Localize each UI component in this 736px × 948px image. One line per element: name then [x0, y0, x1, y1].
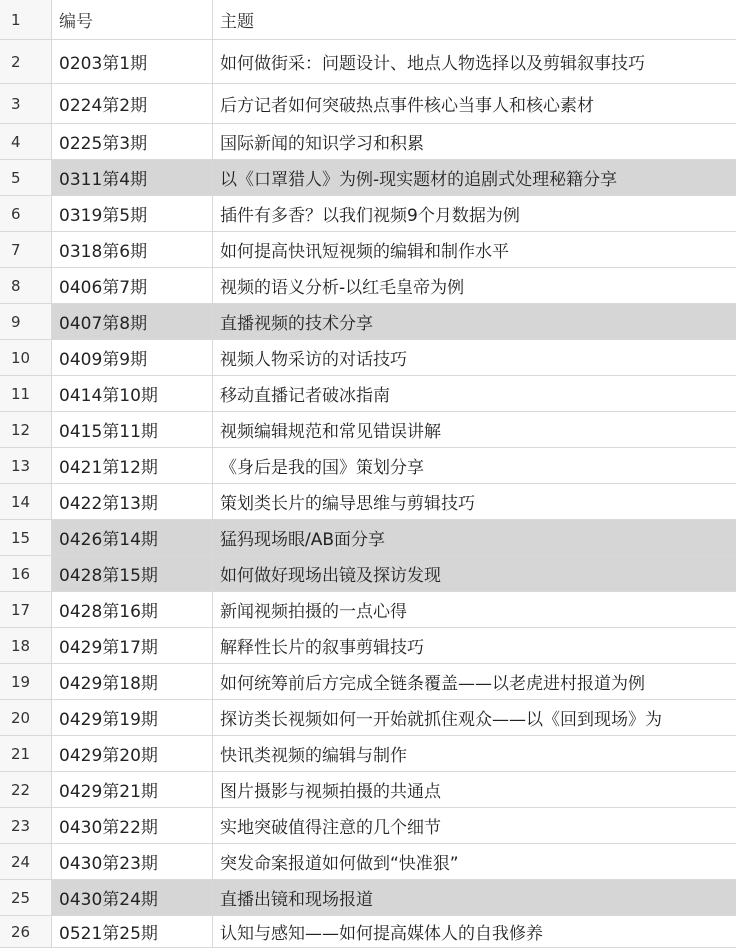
cell-topic[interactable]: 《身后是我的国》策划分享 — [213, 448, 736, 484]
row-number[interactable]: 13 — [0, 448, 52, 484]
cell-id[interactable]: 0428第15期 — [52, 556, 213, 592]
cell-topic[interactable]: 猛犸现场眼/AB面分享 — [213, 520, 736, 556]
cell-id[interactable]: 0429第17期 — [52, 628, 213, 664]
cell-topic[interactable]: 视频人物采访的对话技巧 — [213, 340, 736, 376]
table-row — [0, 628, 736, 664]
table-row — [0, 412, 736, 448]
row-number[interactable]: 1 — [0, 0, 52, 40]
table-row — [0, 40, 736, 84]
cell-topic[interactable]: 移动直播记者破冰指南 — [213, 376, 736, 412]
row-number[interactable]: 5 — [0, 160, 52, 196]
table-row — [0, 84, 736, 124]
cell-id[interactable]: 0521第25期 — [52, 916, 213, 948]
table-row — [0, 520, 736, 556]
cell-id[interactable]: 0414第10期 — [52, 376, 213, 412]
table-row — [0, 916, 736, 948]
cell-id[interactable]: 0409第9期 — [52, 340, 213, 376]
table-row — [0, 664, 736, 700]
table-row — [0, 772, 736, 808]
table-row — [0, 160, 736, 196]
row-number[interactable]: 10 — [0, 340, 52, 376]
cell-id[interactable]: 0430第24期 — [52, 880, 213, 916]
cell-topic[interactable]: 新闻视频拍摄的一点心得 — [213, 592, 736, 628]
row-number[interactable]: 11 — [0, 376, 52, 412]
table-row — [0, 736, 736, 772]
row-number[interactable]: 15 — [0, 520, 52, 556]
cell-id[interactable]: 0429第18期 — [52, 664, 213, 700]
header-row — [0, 0, 736, 40]
cell-id[interactable]: 0225第3期 — [52, 124, 213, 160]
cell-id[interactable]: 0426第14期 — [52, 520, 213, 556]
cell-topic[interactable]: 后方记者如何突破热点事件核心当事人和核心素材 — [213, 84, 736, 124]
table-row — [0, 448, 736, 484]
row-number[interactable]: 26 — [0, 916, 52, 948]
cell-id[interactable]: 0422第13期 — [52, 484, 213, 520]
table-row — [0, 304, 736, 340]
cell-topic[interactable]: 直播出镜和现场报道 — [213, 880, 736, 916]
cell-topic[interactable]: 如何做街采：问题设计、地点人物选择以及剪辑叙事技巧 — [213, 40, 736, 84]
cell-topic[interactable]: 突发命案报道如何做到“快准狠” — [213, 844, 736, 880]
cell-id[interactable]: 0224第2期 — [52, 84, 213, 124]
row-number[interactable]: 9 — [0, 304, 52, 340]
cell-topic[interactable]: 实地突破值得注意的几个细节 — [213, 808, 736, 844]
table-row — [0, 880, 736, 916]
row-number[interactable]: 25 — [0, 880, 52, 916]
row-number[interactable]: 19 — [0, 664, 52, 700]
table-row — [0, 700, 736, 736]
cell-id[interactable]: 0421第12期 — [52, 448, 213, 484]
cell-id[interactable]: 0415第11期 — [52, 412, 213, 448]
row-number[interactable]: 6 — [0, 196, 52, 232]
row-number[interactable]: 20 — [0, 700, 52, 736]
cell-topic[interactable]: 快讯类视频的编辑与制作 — [213, 736, 736, 772]
row-number[interactable]: 18 — [0, 628, 52, 664]
cell-topic[interactable]: 视频的语义分析-以红毛皇帝为例 — [213, 268, 736, 304]
row-number[interactable]: 4 — [0, 124, 52, 160]
cell-id[interactable]: 0429第20期 — [52, 736, 213, 772]
row-number[interactable]: 12 — [0, 412, 52, 448]
row-number[interactable]: 24 — [0, 844, 52, 880]
table-row — [0, 484, 736, 520]
row-number[interactable]: 8 — [0, 268, 52, 304]
table-row — [0, 844, 736, 880]
cell-id[interactable]: 0407第8期 — [52, 304, 213, 340]
row-number[interactable]: 14 — [0, 484, 52, 520]
cell-topic[interactable]: 如何提高快讯短视频的编辑和制作水平 — [213, 232, 736, 268]
cell-topic[interactable]: 认知与感知——如何提高媒体人的自我修养 — [213, 916, 736, 948]
row-number[interactable]: 23 — [0, 808, 52, 844]
cell-topic[interactable]: 解释性长片的叙事剪辑技巧 — [213, 628, 736, 664]
cell-topic[interactable]: 如何做好现场出镜及探访发现 — [213, 556, 736, 592]
cell-topic[interactable]: 如何统筹前后方完成全链条覆盖——以老虎进村报道为例 — [213, 664, 736, 700]
cell-topic[interactable]: 策划类长片的编导思维与剪辑技巧 — [213, 484, 736, 520]
cell-id[interactable]: 0203第1期 — [52, 40, 213, 84]
cell-topic[interactable]: 图片摄影与视频拍摄的共通点 — [213, 772, 736, 808]
cell-topic[interactable]: 直播视频的技术分享 — [213, 304, 736, 340]
cell-id[interactable]: 0406第7期 — [52, 268, 213, 304]
table-row — [0, 232, 736, 268]
cell-id[interactable]: 0429第19期 — [52, 700, 213, 736]
cell-id[interactable]: 0311第4期 — [52, 160, 213, 196]
header-cell-id[interactable]: 编号 — [52, 0, 213, 40]
table-row — [0, 340, 736, 376]
table-row — [0, 556, 736, 592]
cell-id[interactable]: 0430第22期 — [52, 808, 213, 844]
cell-id[interactable]: 0430第23期 — [52, 844, 213, 880]
table-row — [0, 124, 736, 160]
row-number[interactable]: 3 — [0, 84, 52, 124]
cell-topic[interactable]: 插件有多香？以我们视频9个月数据为例 — [213, 196, 736, 232]
row-number[interactable]: 16 — [0, 556, 52, 592]
cell-id[interactable]: 0428第16期 — [52, 592, 213, 628]
table-row — [0, 592, 736, 628]
cell-topic[interactable]: 以《口罩猎人》为例-现实题材的追剧式处理秘籍分享 — [213, 160, 736, 196]
cell-id[interactable]: 0318第6期 — [52, 232, 213, 268]
cell-id[interactable]: 0319第5期 — [52, 196, 213, 232]
row-number[interactable]: 2 — [0, 40, 52, 84]
row-number[interactable]: 7 — [0, 232, 52, 268]
cell-id[interactable]: 0429第21期 — [52, 772, 213, 808]
header-cell-topic[interactable]: 主题 — [213, 0, 736, 40]
row-number[interactable]: 22 — [0, 772, 52, 808]
table-row — [0, 808, 736, 844]
table-row — [0, 268, 736, 304]
cell-topic[interactable]: 国际新闻的知识学习和积累 — [213, 124, 736, 160]
cell-topic[interactable]: 探访类长视频如何一开始就抓住观众——以《回到现场》为 — [213, 700, 736, 736]
row-number[interactable]: 17 — [0, 592, 52, 628]
cell-topic[interactable]: 视频编辑规范和常见错误讲解 — [213, 412, 736, 448]
table-row — [0, 376, 736, 412]
row-number[interactable]: 21 — [0, 736, 52, 772]
table-row — [0, 196, 736, 232]
